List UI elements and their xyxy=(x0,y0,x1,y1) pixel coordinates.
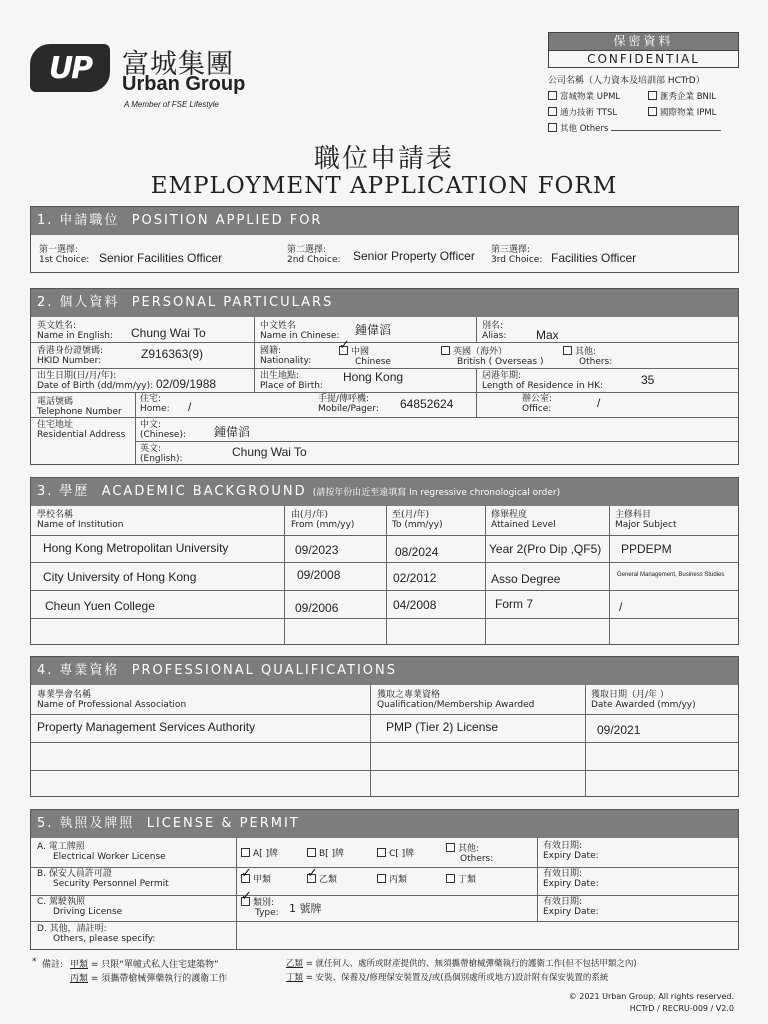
checkbox[interactable] xyxy=(548,107,557,116)
dob-value[interactable]: 02/09/1988 xyxy=(156,377,217,391)
section-license xyxy=(30,809,739,950)
company-options xyxy=(548,89,739,137)
address-chinese-value[interactable]: 鍾偉滔 xyxy=(214,425,251,439)
notes-star: * xyxy=(32,957,37,967)
section-personal xyxy=(30,288,739,465)
first-choice-value[interactable]: Senior Facilities Officer xyxy=(99,251,223,265)
section-header: 4. 專業資格 PROFESSIONAL QUALIFICATIONS xyxy=(31,657,738,685)
name-english-label: 英文姓名: Name in English: xyxy=(37,321,114,341)
electrical-class-a[interactable]: A[ ]牌 xyxy=(241,848,278,859)
other-license-label: D. 其他，請註明: Others, please specify: xyxy=(37,924,156,944)
col-header-qualification: 獲取之專業資格 Qualification/Membership Awarded xyxy=(377,690,535,710)
address-label: 住宅地址 Residential Address xyxy=(37,420,126,440)
col-header-date: 獲取日期（月/年 ） Date Awarded (mm/yy) xyxy=(591,690,696,710)
address-chinese-label: 中文: (Chinese): xyxy=(140,420,187,440)
pob-value[interactable]: Hong Kong xyxy=(343,370,404,384)
checkbox-checked[interactable] xyxy=(339,346,348,355)
alias-value[interactable]: Max xyxy=(536,328,559,342)
residence-length-label: 居港年期: Length of Residence in HK: xyxy=(482,371,604,391)
alias-label: 別名: Alias: xyxy=(482,321,507,341)
association-cell[interactable]: Property Management Services Authority xyxy=(37,720,256,734)
section-academic xyxy=(30,477,739,645)
col-header-from: 由(月/年) From (mm/yy) xyxy=(291,510,355,530)
section-header: 1. 申請職位 POSITION APPLIED FOR xyxy=(31,207,738,235)
security-class-d[interactable]: 丁類 xyxy=(446,874,476,885)
nationality-others-option[interactable]: 其他: Others: xyxy=(563,346,612,367)
nationality-label: 國籍: Nationality: xyxy=(260,346,312,366)
second-choice-label: 第二選擇: 2nd Choice: xyxy=(287,245,341,265)
note-class-b: 乙類 = 就任何人、處所或財產提供的、無須攜帶槍械彈藥執行的護衛工作(但不包括甲類之內) xyxy=(286,959,637,969)
driving-expiry[interactable]: 有效日期: Expiry Date: xyxy=(543,897,599,917)
academic-major-cell[interactable]: PPDEPM xyxy=(621,542,672,556)
driving-type[interactable]: ✓類別: Type: xyxy=(241,897,279,918)
col-header-association: 專業學會名稱 Name of Professional Association xyxy=(37,690,187,710)
qualification-cell[interactable]: PMP (Tier 2) License xyxy=(386,720,499,734)
checkbox[interactable] xyxy=(648,91,657,100)
mobile-label: 手提/傳呼機: Mobile/Pager: xyxy=(318,394,379,414)
section-position xyxy=(30,206,739,273)
form-title-cn: 職位申請表 xyxy=(313,144,454,174)
checkbox-checked[interactable] xyxy=(241,874,250,883)
checkbox-checked[interactable] xyxy=(241,897,250,906)
checkbox[interactable] xyxy=(241,848,250,857)
academic-institution-cell[interactable]: City University of Hong Kong xyxy=(43,570,197,584)
checkbox-checked[interactable] xyxy=(307,874,316,883)
electrical-class-c[interactable]: C[ ]牌 xyxy=(377,848,414,859)
electrical-license-label: A. 電工牌照 Electrical Worker License xyxy=(37,842,166,862)
checkbox[interactable] xyxy=(563,346,572,355)
office-label: 辦公室: Office: xyxy=(522,394,553,414)
checkbox[interactable] xyxy=(446,843,455,852)
electrical-class-b[interactable]: B[ ]牌 xyxy=(307,848,344,859)
academic-to-cell[interactable]: 02/2012 xyxy=(393,571,437,585)
col-header-level: 修畢程度 Attained Level xyxy=(491,510,556,530)
date-awarded-cell[interactable]: 09/2021 xyxy=(597,723,641,737)
checkbox[interactable] xyxy=(548,123,557,132)
section-header: 5. 執照及牌照 LICENSE & PERMIT xyxy=(31,810,738,838)
first-choice-label: 第一選擇: 1st Choice: xyxy=(39,245,90,265)
second-choice-value[interactable]: Senior Property Officer xyxy=(353,249,475,263)
form-code: HCTrD / RECRU-009 / V2.0 xyxy=(629,1004,734,1013)
academic-from-cell[interactable]: 09/2006 xyxy=(295,601,339,615)
home-label: 住宅: Home: xyxy=(140,394,170,414)
security-permit-label: B. 保安人員許可證 Security Personnel Permit xyxy=(37,869,169,889)
logo-tagline: A Member of FSE Lifestyle xyxy=(124,100,219,109)
form-title-en: EMPLOYMENT APPLICATION FORM xyxy=(150,173,618,199)
company-option[interactable]: 通力技術 TTSL xyxy=(548,105,648,121)
electrical-expiry[interactable]: 有效日期: Expiry Date: xyxy=(543,841,599,861)
notes-title: 備註: xyxy=(42,960,64,970)
driving-type-value[interactable]: 1 號牌 xyxy=(289,902,322,915)
academic-major-cell[interactable]: / xyxy=(619,600,623,614)
note-class-a: 甲類 = 只限“單幢式私人住宅建築物” xyxy=(70,960,219,970)
security-class-a[interactable]: ✓ 甲類 xyxy=(241,874,271,885)
mobile-value[interactable]: 64852624 xyxy=(400,397,454,411)
name-chinese-value[interactable]: 鍾偉滔 xyxy=(355,323,392,337)
others-field[interactable] xyxy=(611,121,721,131)
copyright: © 2021 Urban Group. All rights reserved. xyxy=(568,992,734,1001)
logo-mark: UP xyxy=(30,44,110,92)
academic-institution-cell[interactable]: Cheun Yuen College xyxy=(45,599,155,613)
hkid-value[interactable]: Z916363(9) xyxy=(141,347,204,361)
pob-label: 出生地點: Place of Birth: xyxy=(260,371,323,391)
checkbox[interactable] xyxy=(377,848,386,857)
security-expiry[interactable]: 有效日期: Expiry Date: xyxy=(543,869,599,889)
academic-major-cell[interactable]: General Management, Business Studies xyxy=(617,572,725,578)
section-header: 3. 學歷 ACADEMIC BACKGROUND (請按年份由近至遠填寫 In regressive chronological order) xyxy=(31,478,738,506)
address-english-value[interactable]: Chung Wai To xyxy=(232,445,307,459)
dob-label: 出生日期(日/月/年): Date of Birth (dd/mm/yy): xyxy=(37,371,154,391)
company-label: 公司名稱（人力資本及培訓部 HCTrD） xyxy=(548,76,705,86)
home-value[interactable]: / xyxy=(188,400,192,414)
academic-level-cell[interactable]: Year 2(Pro Dip ,QF5) xyxy=(489,542,602,556)
nationality-chinese-option[interactable]: ✓中國 Chinese xyxy=(339,346,391,367)
company-option[interactable]: 滙秀企業 BNIL xyxy=(648,89,716,105)
checkbox[interactable] xyxy=(446,874,455,883)
checkbox[interactable] xyxy=(307,848,316,857)
company-option[interactable]: 富城物業 UPML xyxy=(548,89,648,105)
nationality-british-option[interactable]: 英國（海外） British ( Overseas ) xyxy=(441,346,543,367)
section-professional xyxy=(30,656,739,797)
checkbox[interactable] xyxy=(548,91,557,100)
note-class-d: 丁類 = 安裝、保養及/修理保安裝置及/或(爲個別處所或地方)設計附有保安裝置的系統 xyxy=(286,973,609,983)
office-value[interactable]: / xyxy=(597,396,601,410)
academic-to-cell[interactable]: 04/2008 xyxy=(393,598,437,612)
note-class-c: 丙類 = 須攜帶槍械彈藥執行的護衛工作 xyxy=(70,974,228,984)
hkid-label: 香港身份證號碼: HKID Number: xyxy=(37,346,104,366)
confidential-en: CONFIDENTIAL xyxy=(549,50,738,67)
logo-chinese-name: 富城集團 xyxy=(122,49,234,80)
security-class-b[interactable]: ✓ 乙類 xyxy=(307,874,337,885)
academic-institution-cell[interactable]: Hong Kong Metropolitan University xyxy=(43,541,229,555)
name-chinese-label: 中文姓名 Name in Chinese: xyxy=(260,321,340,341)
col-header-major: 主修科目 Major Subject xyxy=(615,510,677,530)
driving-license-label: C. 駕駛執照 Driving License xyxy=(37,897,123,917)
checkbox[interactable] xyxy=(441,346,450,355)
telephone-label: 電話號碼 Telephone Number xyxy=(37,397,122,417)
company-option[interactable]: 其他 Others xyxy=(548,121,721,137)
confidential-cn: 保密資料 xyxy=(549,33,738,50)
col-header-institution: 學校名稱 Name of Institution xyxy=(37,510,124,530)
electrical-others[interactable]: 其他: Others: xyxy=(446,843,493,864)
section-header: 2. 個人資料 PERSONAL PARTICULARS xyxy=(31,289,738,317)
checkbox[interactable] xyxy=(377,874,386,883)
logo-english-name: Urban Group xyxy=(122,73,246,95)
academic-level-cell[interactable]: Form 7 xyxy=(495,597,534,611)
col-header-to: 至(月/年) To (mm/yy) xyxy=(392,510,443,530)
academic-level-cell[interactable]: Asso Degree xyxy=(491,572,561,586)
address-english-label: 英文: (English): xyxy=(140,444,183,464)
company-option[interactable]: 國際物業 IPML xyxy=(648,105,716,121)
name-english-value[interactable]: Chung Wai To xyxy=(131,326,206,340)
third-choice-value[interactable]: Facilities Officer xyxy=(551,251,637,265)
academic-from-cell[interactable]: 09/2008 xyxy=(297,568,341,582)
academic-from-cell[interactable]: 09/2023 xyxy=(295,543,339,557)
third-choice-label: 第三選擇: 3rd Choice: xyxy=(491,245,543,265)
checkbox[interactable] xyxy=(648,107,657,116)
academic-to-cell[interactable]: 08/2024 xyxy=(395,545,439,559)
security-class-c[interactable]: 丙類 xyxy=(377,874,407,885)
confidential-box xyxy=(548,32,739,137)
residence-length-value[interactable]: 35 xyxy=(641,373,655,387)
